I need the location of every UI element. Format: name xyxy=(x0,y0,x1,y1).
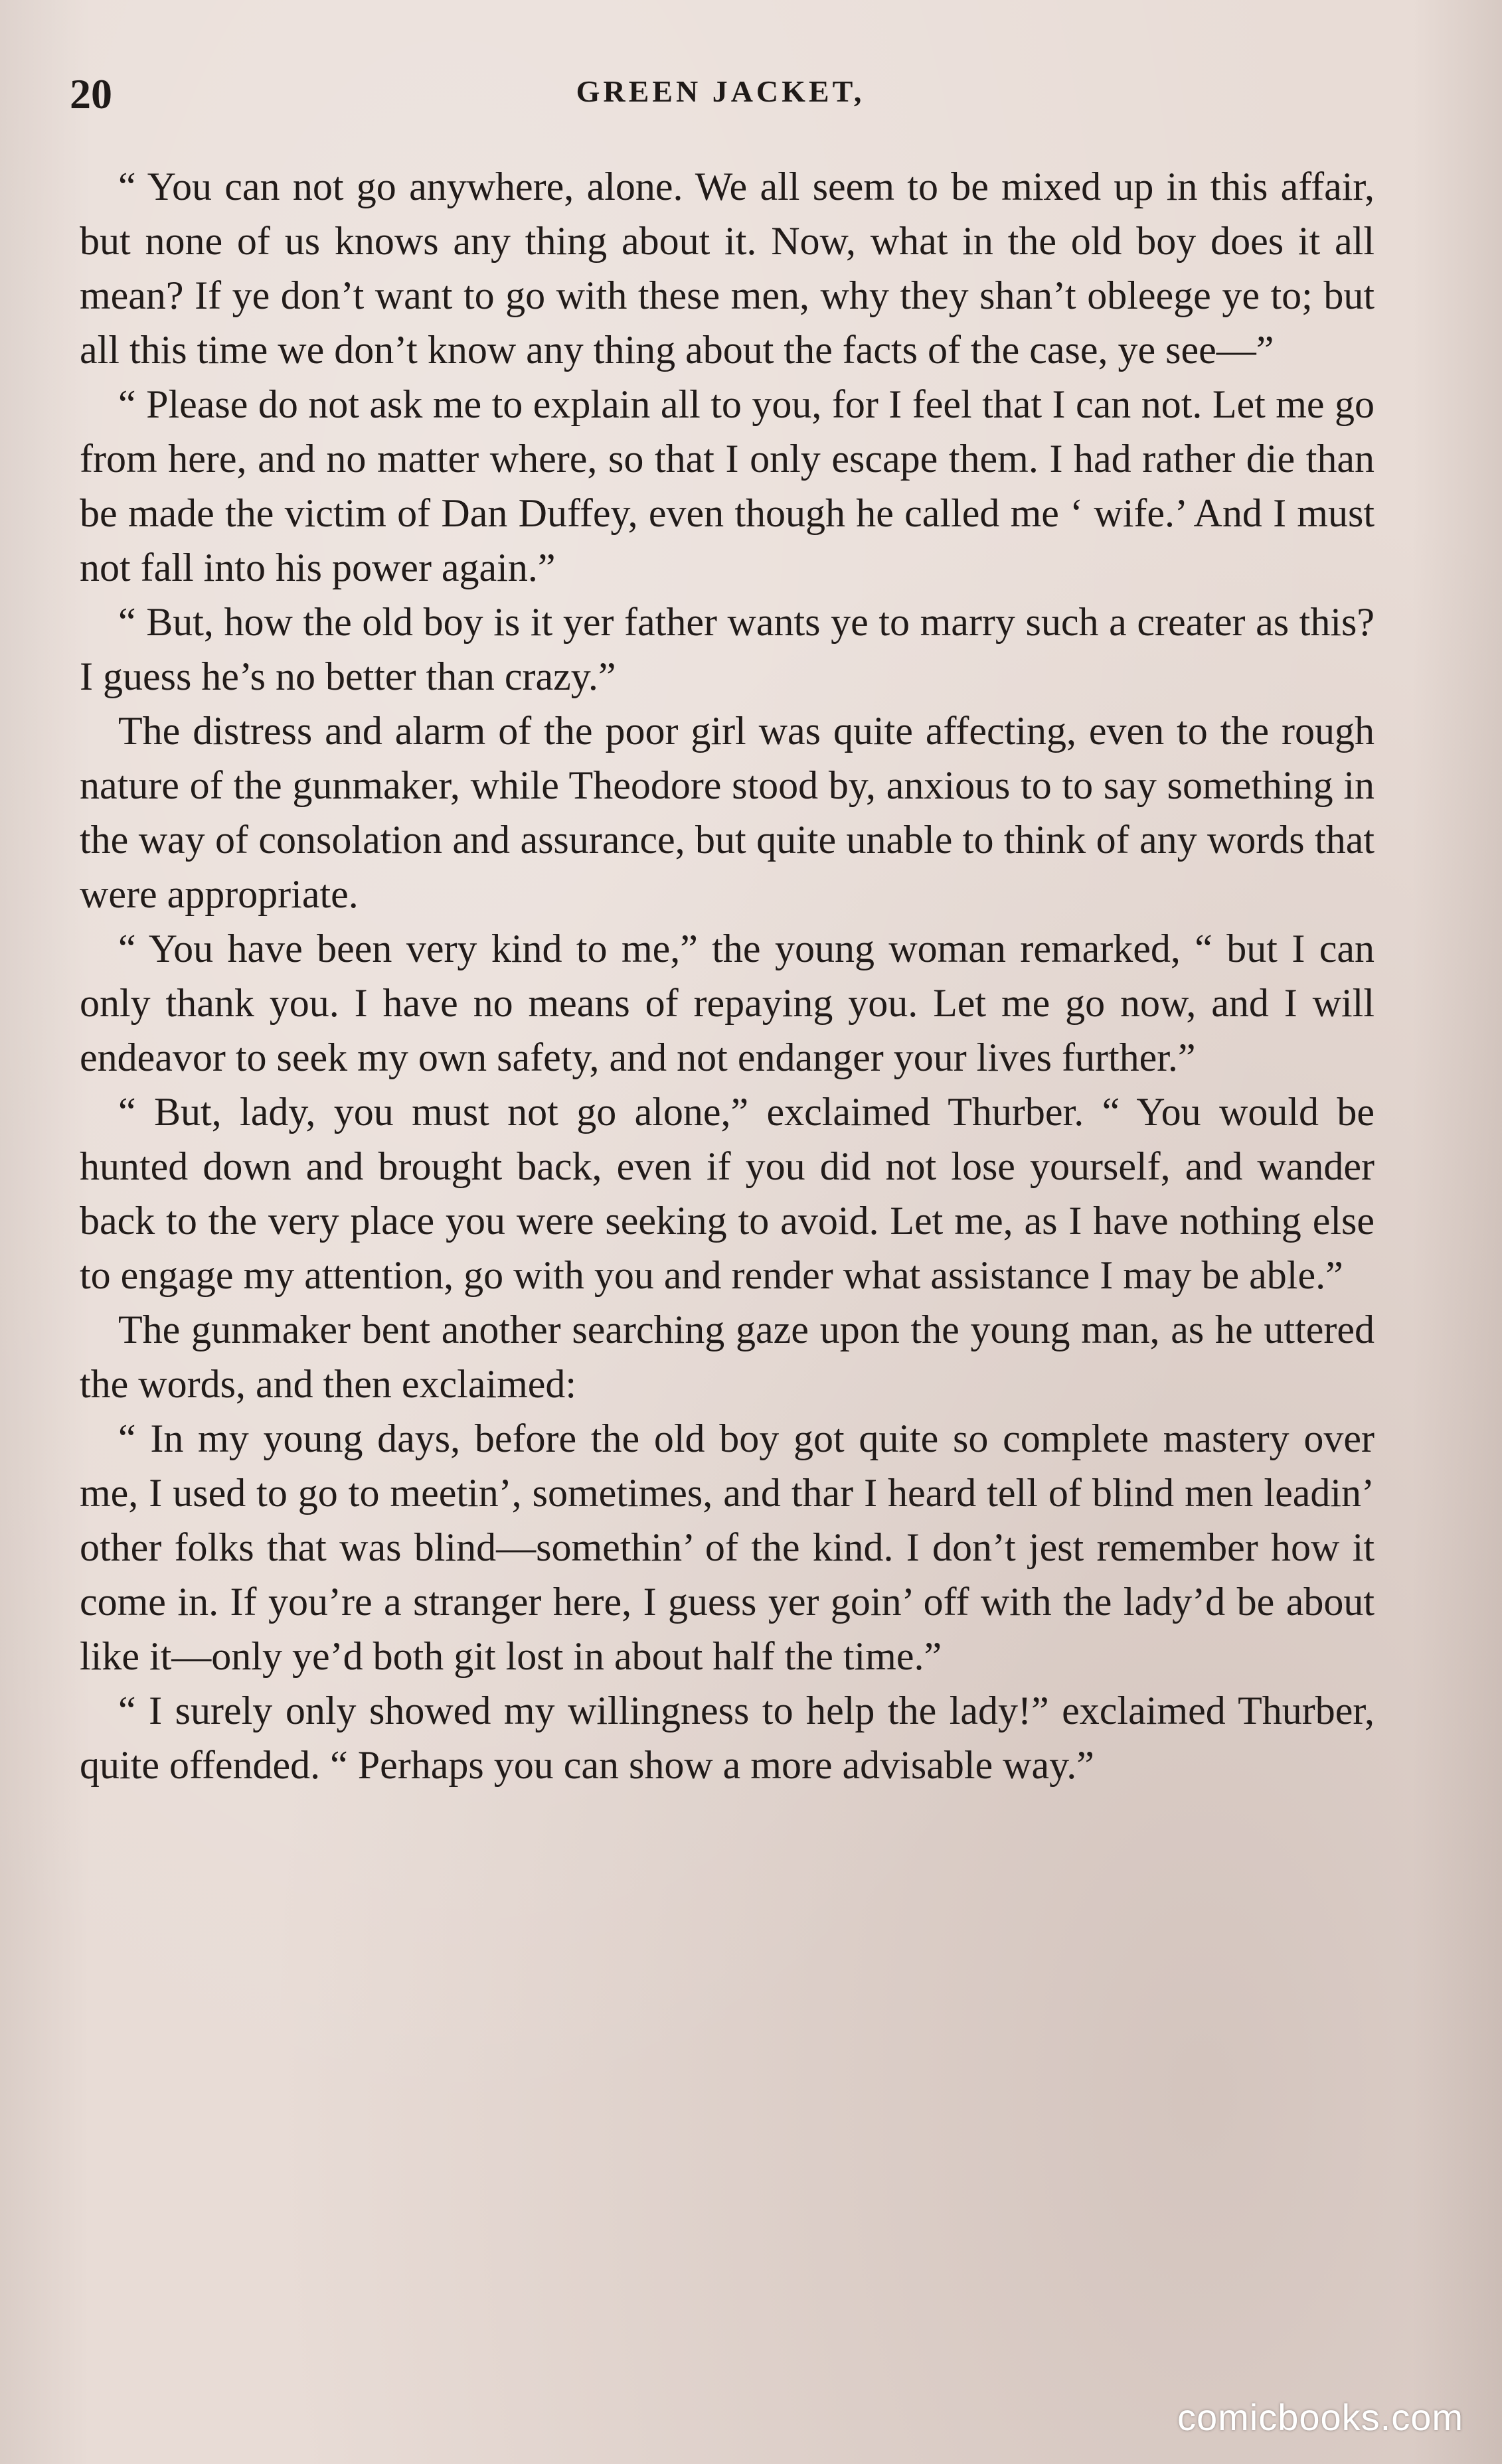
paragraph: “ But, lady, you must not go alone,” exclaimed Thurber. “ You would be hunted down and brought back, even if you did not lose yourself, and wander back to the very place you were seeking to avoid. Let me, as I have nothing else to engage my attention, go with you and render what assistance I may be able.” xyxy=(80,1090,1375,1297)
watermark: comicbooks.com xyxy=(1177,2396,1463,2438)
page-number: 20 xyxy=(70,70,112,117)
paragraph: The gunmaker bent another searching gaze upon the young man, as he uttered the words, and then exclaimed: xyxy=(80,1308,1375,1406)
paragraph: “ You have been very kind to me,” the young woman remarked, “ but I can only thank you. I have no means of repaying you. Let me go now, and I will endeavor to seek my own safety, and not endanger your lives further.” xyxy=(80,927,1375,1079)
paragraph: “ Please do not ask me to explain all to you, for I feel that I can not. Let me go from here, and no matter where, so that I only escape them. I had rather die than be made the victim of Dan Duffey, even though he called me ‘ wife.’ And I must not fall into his power again.” xyxy=(80,382,1375,589)
paragraph: “ I surely only showed my willingness to help the lady!” exclaimed Thurber, quite offended. “ Perhaps you can show a more advisable way.” xyxy=(80,1689,1375,1787)
paragraph: The distress and alarm of the poor girl was quite affecting, even to the rough nature of the gunmaker, while Theodore stood by, anxious to to say something in the way of consolation and assurance, but quite unable to think of any words that were appropriate. xyxy=(80,709,1375,916)
paragraph: “ But, how the old boy is it yer father wants ye to marry such a creater as this? I guess he’s no better than crazy.” xyxy=(80,600,1375,698)
paragraph: “ You can not go anywhere, alone. We all seem to be mixed up in this affair, but none of us knows any thing about it. Now, what in the old boy does it all mean? If ye don’t want to go with these men, why they shan’t obleege ye to; but all this time we don’t know any thing about the facts of the case, ye see—” xyxy=(80,165,1375,372)
paragraph: “ In my young days, before the old boy got quite so complete mastery over me, I used to go to meetin’, sometimes, and thar I heard tell of blind men leadin’ other folks that was blind—somethin’ of the kind. I don’t jest remember how it come in. If you’re a stranger here, I guess yer goin’ off with the lady’d be about like it—only ye’d both git lost in about half the time.” xyxy=(80,1417,1375,1678)
page-header xyxy=(70,70,1371,123)
body-text xyxy=(80,159,1375,1792)
running-head: GREEN JACKET, xyxy=(576,74,865,108)
